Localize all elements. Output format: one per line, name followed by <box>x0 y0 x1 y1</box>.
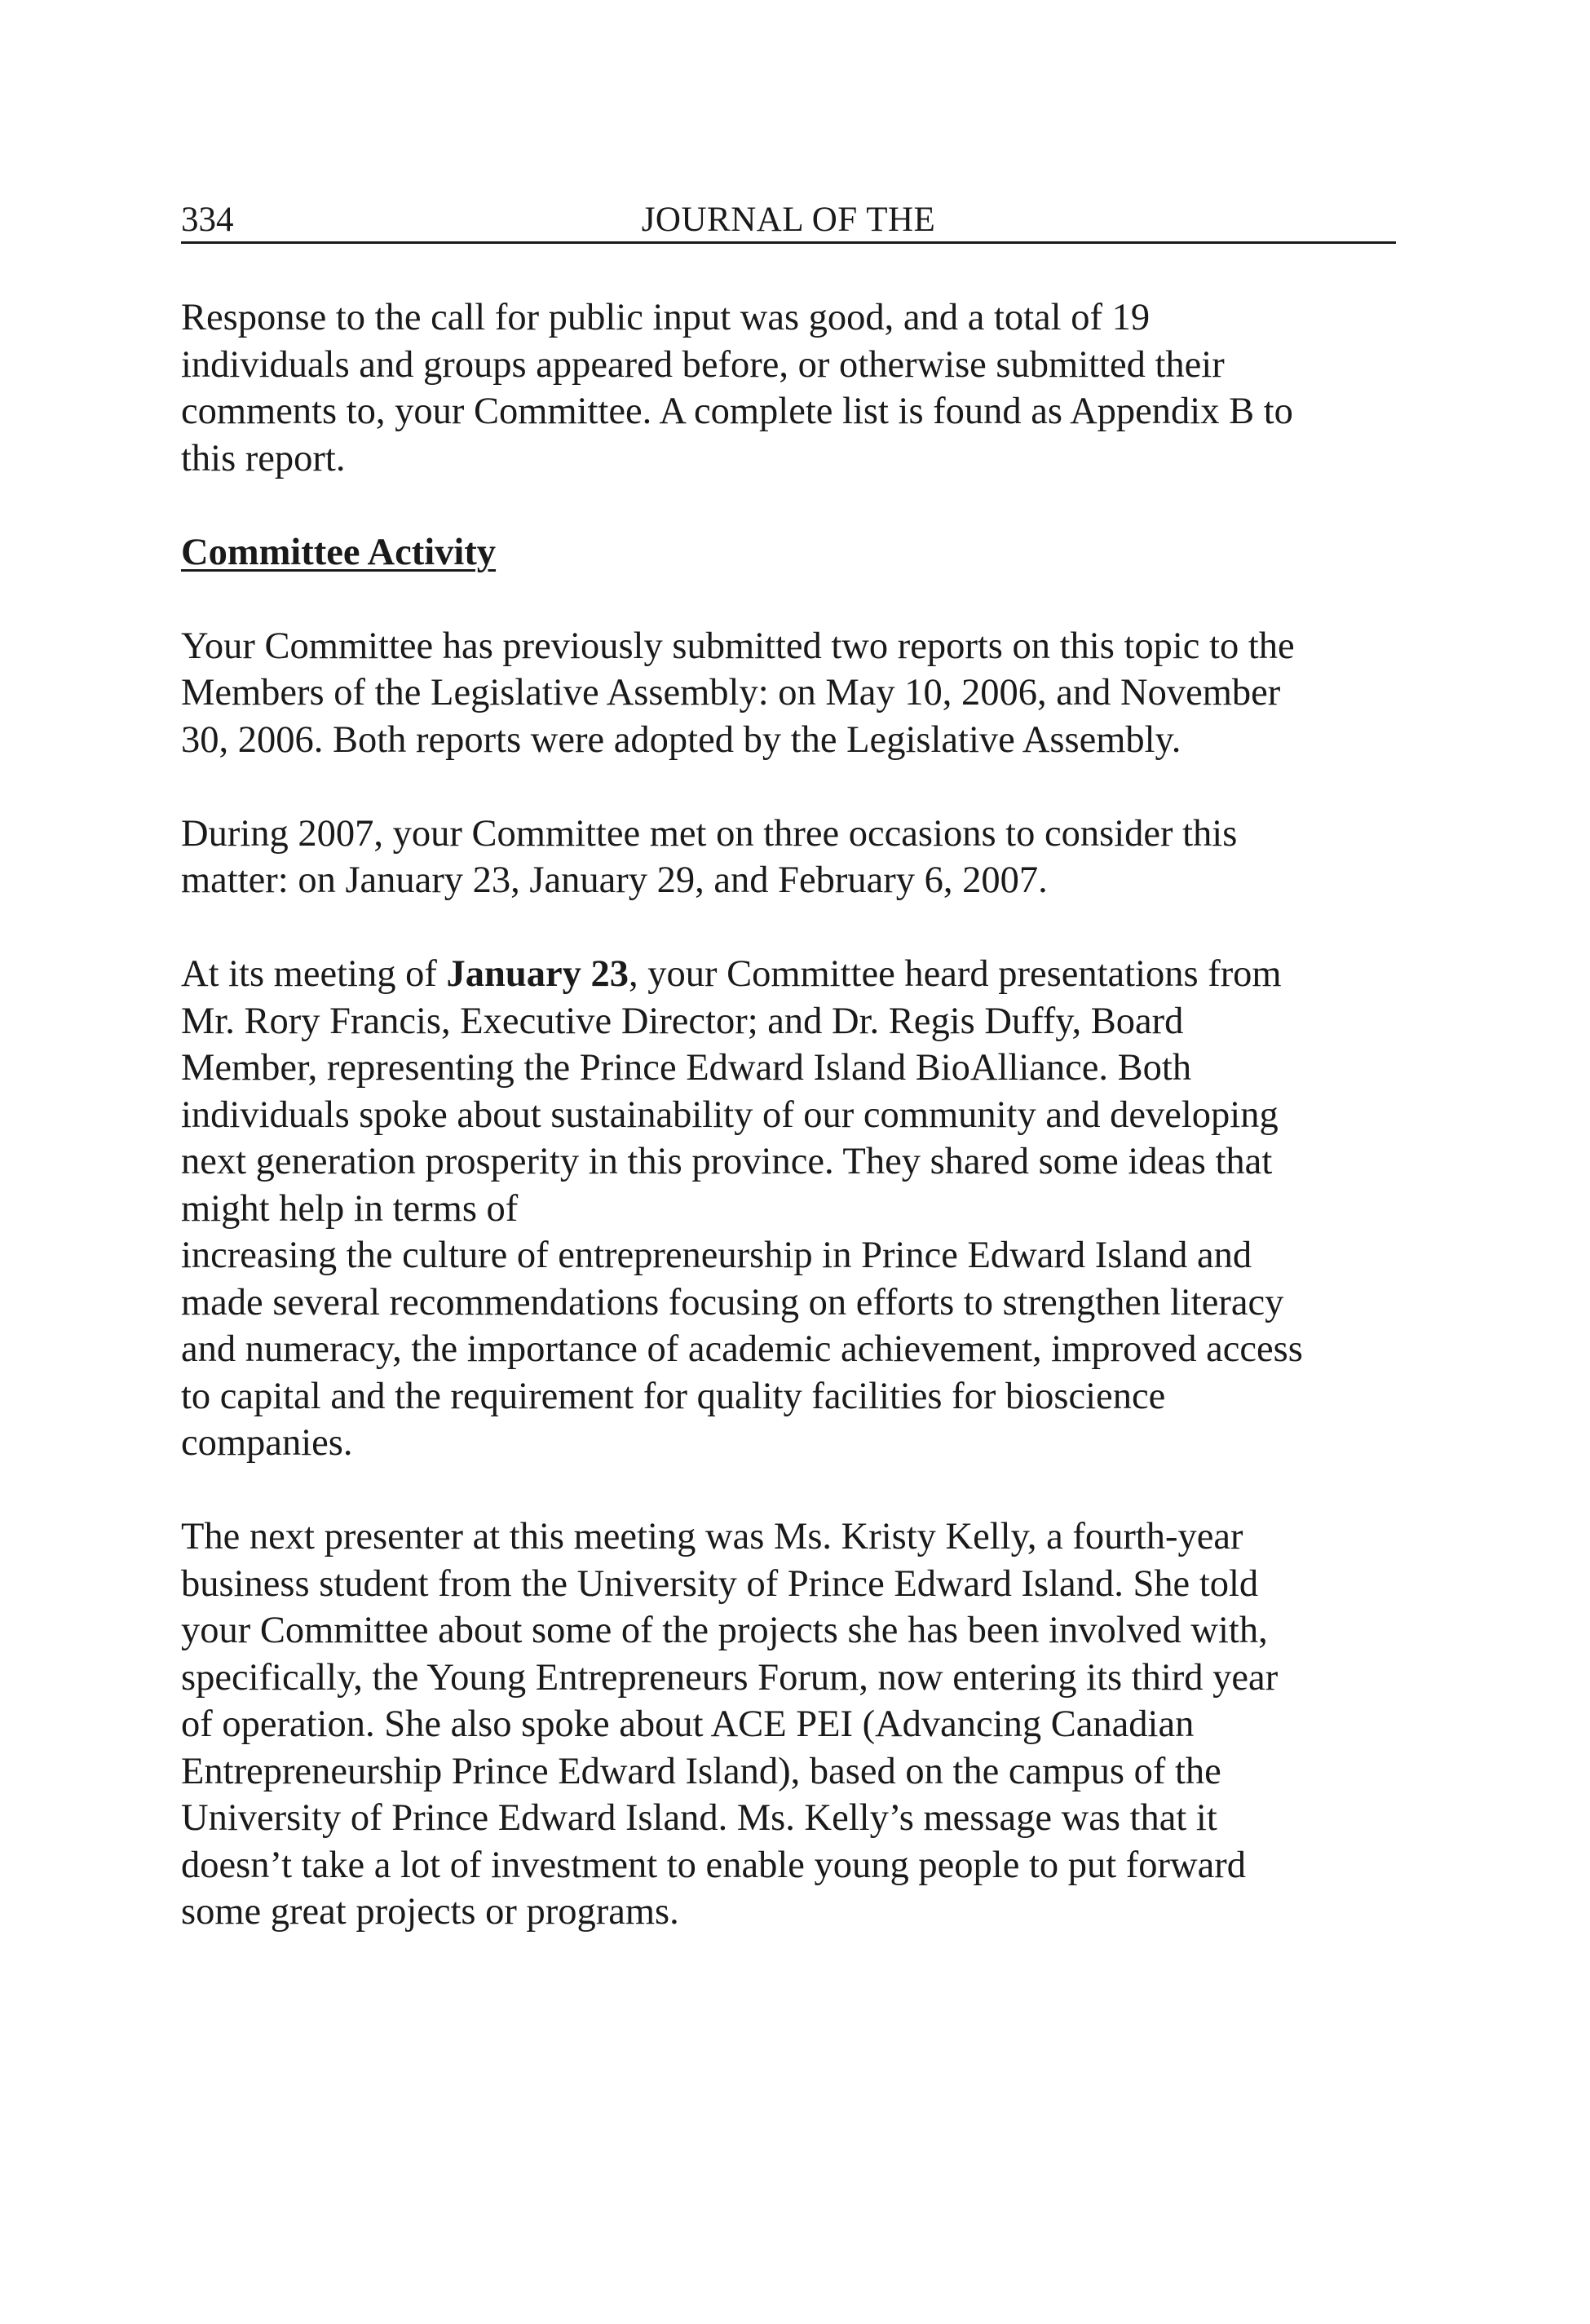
paragraph-previous-reports <box>181 623 1396 764</box>
paragraph-meetings-2007 <box>181 811 1396 904</box>
text-line: next generation prosperity in this province. They shared some ideas that <box>181 1141 1273 1182</box>
text-line: companies. <box>181 1422 353 1464</box>
text-line: individuals and groups appeared before, or otherwise submitted their <box>181 343 1225 386</box>
text-line: University of Prince Edward Island. Ms. Kelly’s message was that it <box>181 1797 1217 1839</box>
text-line: to capital and the requirement for quality facilities for bioscience <box>181 1375 1166 1417</box>
text-line: your Committee about some of the projects she has been involved with, <box>181 1610 1268 1651</box>
text-run: At its meeting of <box>181 953 447 995</box>
text-line: specifically, the Young Entrepreneurs Forum, now entering its third year <box>181 1656 1279 1699</box>
text-line: comments to, your Committee. A complete list is found as Appendix B to <box>181 391 1293 432</box>
paragraph-public-input <box>181 294 1396 482</box>
text-line: this report. <box>181 437 346 479</box>
text-line: individuals spoke about sustainability of our community and developing <box>181 1094 1279 1136</box>
section-heading-committee-activity: Committee Activity <box>181 531 497 573</box>
text-line: Members of the Legislative Assembly: on May 10, 2006, and November <box>181 672 1281 714</box>
text-line: 30, 2006. Both reports were adopted by the Legislative Assembly. <box>181 718 1181 761</box>
paragraph-january-23 <box>181 951 1396 1467</box>
text-line: increasing the culture of entrepreneurship in Prince Edward Island and <box>181 1235 1252 1276</box>
running-head: JOURNAL OF THE <box>641 201 936 239</box>
page-body <box>181 294 1396 1982</box>
text-line: matter: on January 23, January 29, and February 6, 2007. <box>181 859 1048 901</box>
text-line: Mr. Rory Francis, Executive Director; and Dr. Regis Duffy, Board <box>181 1000 1184 1042</box>
page-header <box>181 199 1396 244</box>
text-line: some great projects or programs. <box>181 1891 679 1933</box>
text-line: doesn’t take a lot of investment to enable young people to put forward <box>181 1844 1246 1886</box>
text-line <box>181 951 1396 998</box>
text-line: business student from the University of Prince Edward Island. She told <box>181 1562 1259 1605</box>
text-line: Member, representing the Prince Edward Island BioAlliance. Both <box>181 1047 1192 1089</box>
text-line: might help in terms of <box>181 1187 519 1230</box>
text-line: of operation. She also spoke about ACE PEI (Advancing Canadian <box>181 1703 1195 1745</box>
text-line: Entrepreneurship Prince Edward Island), based on the campus of the <box>181 1750 1221 1792</box>
bold-date: January 23 <box>446 953 629 995</box>
paragraph-kristy-kelly <box>181 1513 1396 1936</box>
text-line: During 2007, your Committee met on three occasions to consider this <box>181 812 1238 855</box>
page-number: 334 <box>181 201 234 239</box>
text-line: made several recommendations focusing on efforts to strengthen literacy <box>181 1281 1284 1323</box>
text-line: Response to the call for public input was good, and a total of 19 <box>181 297 1151 338</box>
text-line: The next presenter at this meeting was Ms. Kristy Kelly, a fourth-year <box>181 1516 1243 1557</box>
text-run: , your Committee heard presentations from <box>628 953 1282 995</box>
text-line: and numeracy, the importance of academic achievement, improved access <box>181 1328 1303 1370</box>
text-line: Your Committee has previously submitted two reports on this topic to the <box>181 625 1295 667</box>
